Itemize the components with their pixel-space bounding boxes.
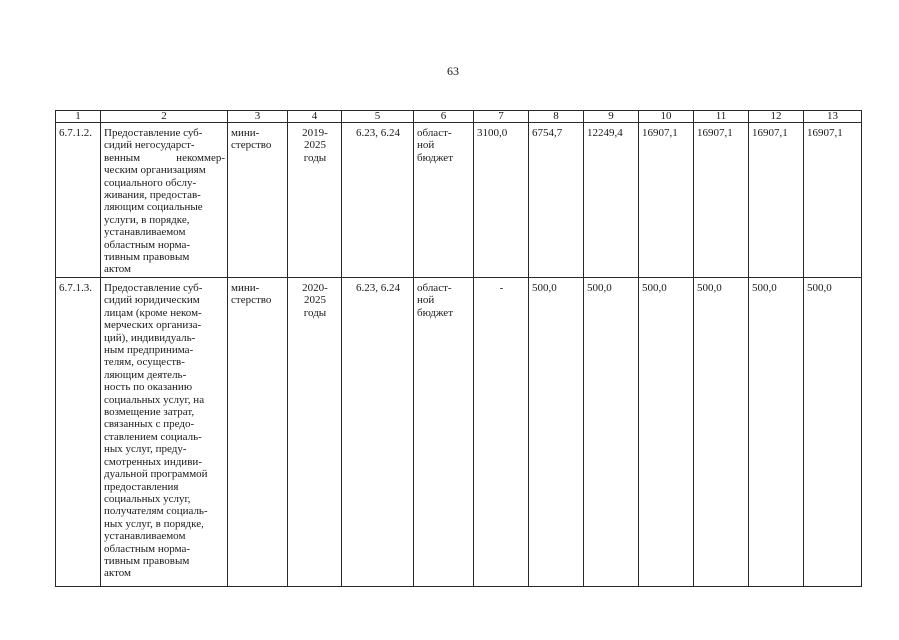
- period-line: 2019-: [302, 127, 328, 139]
- column-number-header: 5: [342, 111, 414, 123]
- column-number-header: 10: [639, 111, 694, 123]
- column-number-header: 4: [288, 111, 342, 123]
- column-number-header: 13: [804, 111, 862, 123]
- period-line: 2025: [304, 294, 326, 307]
- activity-name-line: Предоставление суб-: [104, 127, 203, 139]
- activity-name: [101, 123, 228, 278]
- program-activities-table: [55, 110, 862, 587]
- activity-name-line: сидий юридическим: [104, 294, 200, 307]
- amount-cell: -: [474, 278, 529, 587]
- column-number-header-row: [56, 111, 862, 123]
- column-number-header: 7: [474, 111, 529, 123]
- column-number-header: 9: [584, 111, 639, 123]
- activity-name-line: венным некоммер-: [104, 151, 225, 164]
- period-line: годы: [303, 306, 327, 319]
- activity-name-line: ческим организациям: [104, 164, 206, 177]
- period-line: 2025: [304, 139, 326, 152]
- executor-cell: [228, 123, 288, 278]
- activity-code: 6.7.1.2.: [56, 123, 101, 278]
- amount-cell: 16907,1: [694, 123, 749, 278]
- activity-name-line: социального обслу-: [104, 176, 197, 189]
- period-cell: [288, 278, 342, 587]
- activity-name: [101, 278, 228, 587]
- executor-line: стерство: [231, 139, 272, 152]
- table-row: [56, 123, 862, 278]
- activity-name-line: ляющим деятель-: [104, 368, 187, 381]
- activity-name-line: лицам (кроме неком-: [104, 306, 202, 319]
- amount-cell: 16907,1: [749, 123, 804, 278]
- executor-line: стерство: [231, 294, 272, 307]
- activity-name-line: телям, осуществ-: [104, 356, 185, 369]
- activity-name-line: социальных услуг, на: [104, 393, 205, 406]
- column-number-header: 12: [749, 111, 804, 123]
- column-number-header: 1: [56, 111, 101, 123]
- amount-cell: 500,0: [639, 278, 694, 587]
- amount-cell: 6754,7: [529, 123, 584, 278]
- indicators-cell: 6.23, 6.24: [342, 123, 414, 278]
- activity-name-line: устанавливаемом: [104, 530, 186, 543]
- activity-name-line: ным предпринима-: [104, 344, 194, 357]
- amount-cell: 500,0: [804, 278, 862, 587]
- executor-line: мини-: [231, 127, 260, 139]
- funding-source-line: бюджет: [417, 306, 453, 319]
- activity-name-line: социальных услуг,: [104, 492, 191, 505]
- activity-name-line: смотренных индиви-: [104, 455, 202, 468]
- activity-name-line: областным норма-: [104, 238, 191, 251]
- activity-name-line: ных услуг, в порядке,: [104, 517, 204, 530]
- funding-source-cell: [414, 123, 474, 278]
- activity-name-line: тивным правовым: [104, 251, 190, 264]
- funding-source-cell: [414, 278, 474, 587]
- period-line: годы: [303, 151, 327, 164]
- activity-name-line: актом: [104, 263, 131, 276]
- amount-cell: 500,0: [694, 278, 749, 587]
- column-number-header: 3: [228, 111, 288, 123]
- activity-name-line: ляющим социальные: [104, 201, 203, 214]
- activity-name-line: областным норма-: [104, 542, 191, 555]
- amount-cell: 16907,1: [639, 123, 694, 278]
- column-number-header: 11: [694, 111, 749, 123]
- funding-source-line: бюджет: [417, 151, 453, 164]
- activity-name-line: актом: [104, 567, 131, 580]
- activity-name-line: возмещение затрат,: [104, 406, 195, 419]
- activity-name-line: живания, предостав-: [104, 189, 201, 202]
- table-row: [56, 278, 862, 587]
- activity-name-line: дуальной программой: [104, 468, 208, 481]
- amount-cell: 12249,4: [584, 123, 639, 278]
- period-line: 2020-: [302, 282, 328, 294]
- column-number-header: 8: [529, 111, 584, 123]
- period-cell: [288, 123, 342, 278]
- activity-name-line: предоставления: [104, 480, 179, 493]
- activity-name-line: ность по оказанию: [104, 381, 193, 394]
- amount-cell: 500,0: [529, 278, 584, 587]
- indicators-cell: 6.23, 6.24: [342, 278, 414, 587]
- column-number-header: 6: [414, 111, 474, 123]
- activity-name-line: сидий негосударст-: [104, 139, 195, 152]
- funding-source-line: област-: [417, 127, 452, 139]
- funding-source-line: ной: [417, 294, 435, 307]
- activity-name-line: ставлением социаль-: [104, 430, 202, 443]
- column-number-header: 2: [101, 111, 228, 123]
- activity-name-line: ций), индивидуаль-: [104, 331, 196, 344]
- activity-name-line: Предоставление суб-: [104, 282, 203, 294]
- activity-name-line: устанавливаемом: [104, 226, 186, 239]
- activity-code: 6.7.1.3.: [56, 278, 101, 587]
- funding-source-line: област-: [417, 282, 452, 294]
- activity-name-line: ных услуг, преду-: [104, 443, 187, 456]
- funding-source-line: ной: [417, 139, 435, 152]
- activity-name-line: получателям социаль-: [104, 505, 208, 518]
- activity-name-line: связанных с предо-: [104, 418, 195, 431]
- page-number: 63: [447, 64, 459, 78]
- activity-name-line: мерческих организа-: [104, 319, 202, 332]
- activity-name-line: услуги, в порядке,: [104, 213, 190, 226]
- executor-line: мини-: [231, 282, 260, 294]
- activity-name-line: тивным правовым: [104, 554, 190, 567]
- amount-cell: 3100,0: [474, 123, 529, 278]
- amount-cell: 500,0: [584, 278, 639, 587]
- amount-cell: 500,0: [749, 278, 804, 587]
- executor-cell: [228, 278, 288, 587]
- amount-cell: 16907,1: [804, 123, 862, 278]
